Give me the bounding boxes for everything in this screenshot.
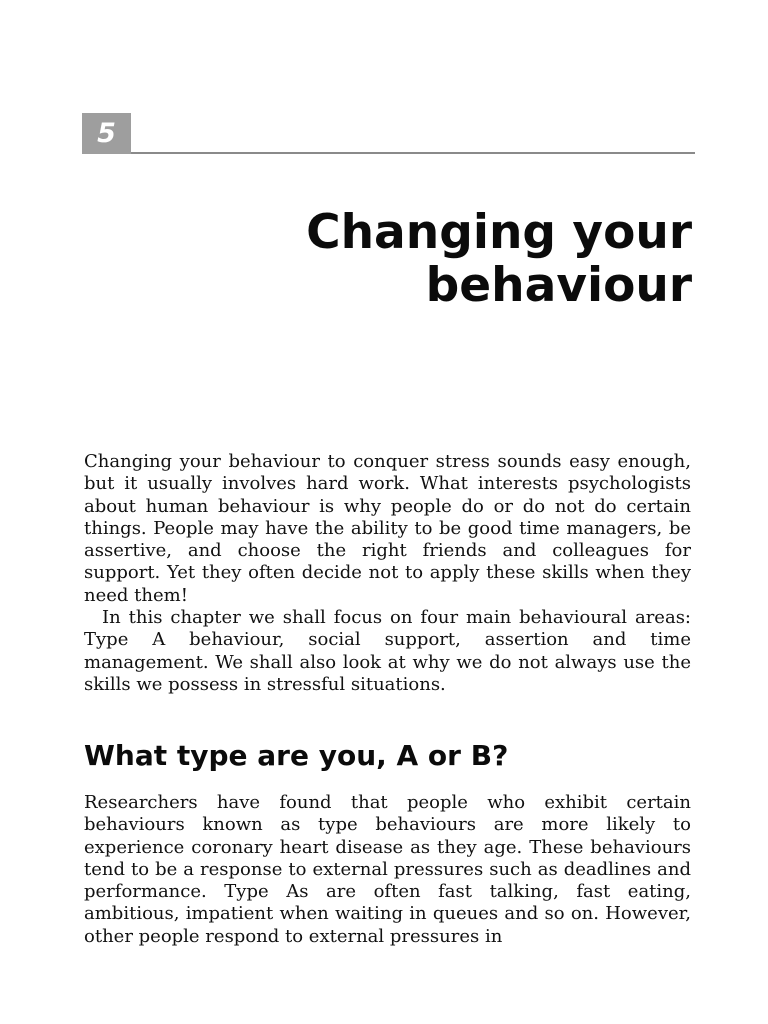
chapter-number: 5 (97, 118, 116, 149)
intro-paragraph-1: Changing your behaviour to conquer stress sounds easy enough, but it usually involves hard work. What interests psychologists about human behaviour is why people do or do not do certain things. People may have the ability to be good time managers, be assertive, and choose the right friends and colleagues for support. Yet they often decide not to apply these skills when they need them! (84, 451, 691, 606)
chapter-header-rule (131, 152, 695, 154)
section-heading: What type are you, A or B? (84, 739, 509, 772)
chapter-title (132, 206, 692, 312)
chapter-title-line-2: behaviour (425, 258, 692, 313)
chapter-number-badge (82, 113, 131, 154)
intro-paragraph-2: In this chapter we shall focus on four main behavioural areas: Type A behaviour, social support, assertion and time management. We shall also look at why we do not always use the skills we possess in stressful situations. (84, 607, 691, 695)
section-paragraph-1: Researchers have found that people who exhibit certain behaviours known as type behaviours are more likely to experience coronary heart disease as they age. These behaviours tend to be a response to external pressures such as deadlines and performance. Type As are often fast talking, fast eating, ambitious, impatient when waiting in queues and so on. However, other people respond to external pressures in (84, 792, 691, 947)
section-text (84, 792, 691, 948)
chapter-title-line-1: Changing your (306, 205, 692, 260)
intro-text (84, 451, 691, 696)
